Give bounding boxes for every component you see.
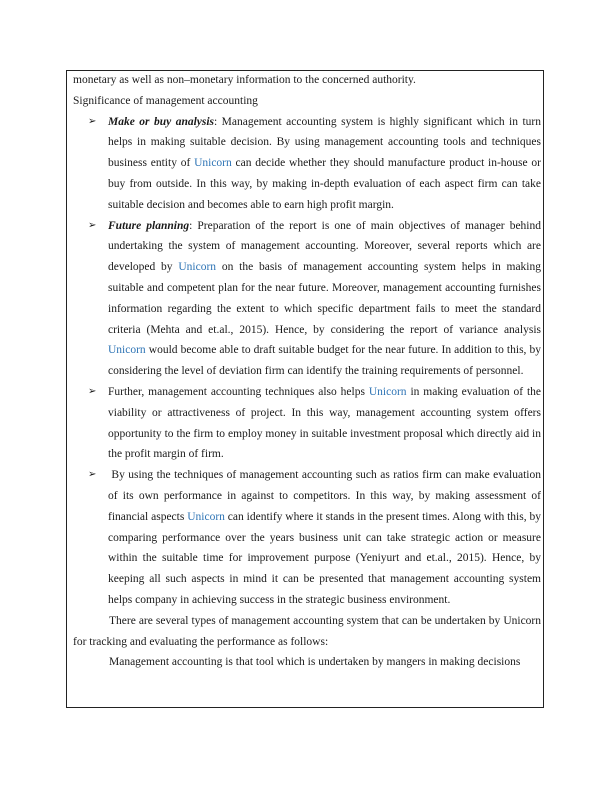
bullet-text: : Management accounting system is highly significant which in turn helps in making suitable decision. By using management accounting tools and techniques business entity of xyxy=(108,115,541,170)
bullet-text: would become able to draft suitable budget for the near future. In addition to this, by considering the level of deviation firm can identify the training requirements of personnel. xyxy=(108,344,541,378)
company-name: Unicorn xyxy=(368,385,407,398)
company-name: Unicorn xyxy=(108,344,146,357)
bullet-term: Future planning xyxy=(108,219,190,232)
company-name: Unicorn xyxy=(178,261,217,274)
document-body xyxy=(73,70,541,673)
company-name: Unicorn xyxy=(187,510,225,523)
bullet-item-future-planning xyxy=(73,216,541,382)
bullet-text: : Preparation of the report is one of main objectives of manager behind undertaking the system of management accounting. Moreover, several reports which are developed by xyxy=(108,219,541,274)
section-heading: Significance of management accounting xyxy=(73,94,258,107)
closing-paragraph: Management accounting is that tool which is undertaken by mangers in making decisions xyxy=(109,656,521,669)
arrow-bullet-icon: ➢ xyxy=(88,219,97,231)
types-paragraph: There are several types of management accounting system that can be undertaken by Unicorn for tracking and evaluating the performance as follows: xyxy=(73,614,541,648)
bullet-text: can identify where it stands in the present times. Along with this, by comparing performance over the years business unit can take strategic action or measure within the suitable time for improvement purpose (Yeniyurt and et.al., 2015). Hence, by keeping all such aspects in mind it can be presented that management accounting system helps company in achieving success in the strategic business environment. xyxy=(108,510,541,606)
bullet-text: in making evaluation of the viability or attractiveness of project. In this way, management accounting system offers opportunity to the firm to employ money in suitable investment proposal which directly aid in the profit margin of firm. xyxy=(108,385,542,461)
bullet-item-project-evaluation xyxy=(73,382,541,465)
arrow-bullet-icon: ➢ xyxy=(88,469,97,481)
bullet-text: By using the techniques of management accounting such as ratios firm can make evaluation of its own performance in against to competitors. In this way, by making assessment of financial aspects xyxy=(108,469,541,523)
bullet-text: Further, management accounting techniques also helps xyxy=(108,385,369,398)
bullet-text: can decide whether they should manufacture product in-house or buy from outside. In this way, by making in-depth evaluation of each aspect firm can take suitable decision and becomes able to earn high profit margin. xyxy=(108,157,541,211)
bullet-list xyxy=(73,112,541,611)
arrow-bullet-icon: ➢ xyxy=(88,115,97,127)
bullet-term: Make or buy analysis xyxy=(108,115,215,128)
bullet-item-performance xyxy=(73,465,541,611)
arrow-bullet-icon: ➢ xyxy=(88,385,97,397)
bullet-text: on the basis of management accounting system helps in making suitable and competent plan for the near future. Moreover, management accounting furnishes information regarding the extent to which specific department fails to meet the standard criteria (Mehta and et.al., 2015). Hence, by considering the report of variance analysis xyxy=(108,261,541,336)
company-name: Unicorn xyxy=(194,157,232,170)
intro-line: monetary as well as non–monetary information to the concerned authority. xyxy=(73,74,416,86)
bullet-item-make-or-buy xyxy=(73,112,541,216)
